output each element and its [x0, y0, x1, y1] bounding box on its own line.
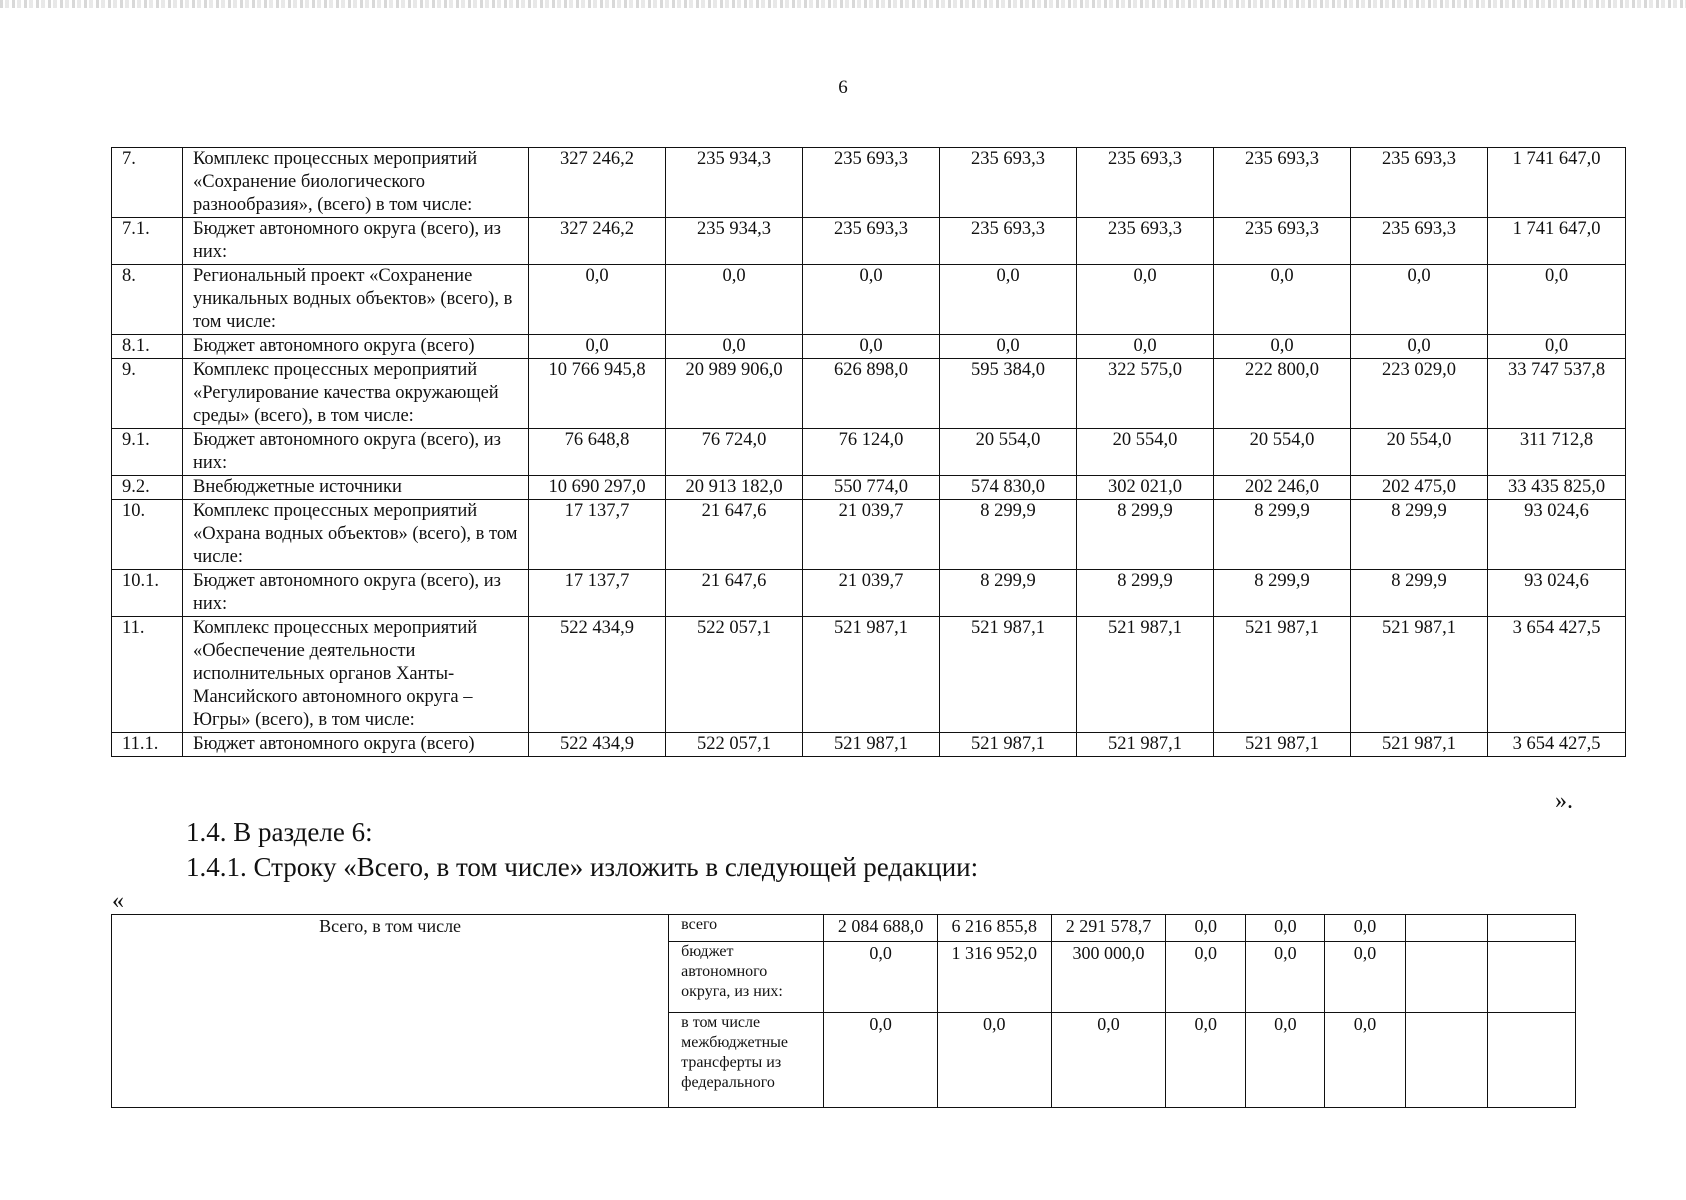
- row-name: Комплекс процессных мероприятий «Регулирование качества окружающей среды» (всего), в том числе:: [183, 359, 529, 429]
- value-cell: 235 693,3: [940, 218, 1077, 265]
- row-number: 7.1.: [112, 218, 183, 265]
- table-row: [112, 359, 1626, 429]
- value-cell: 0,0: [666, 265, 803, 335]
- value-cell: 595 384,0: [940, 359, 1077, 429]
- value-cell: 17 137,7: [529, 500, 666, 570]
- total-label: Всего, в том числе: [112, 915, 669, 1108]
- row-name: Бюджет автономного округа (всего), из них:: [183, 570, 529, 617]
- row-subtitle: в том числе межбюджетные трансферты из федерального: [669, 1013, 824, 1108]
- value-cell: 223 029,0: [1351, 359, 1488, 429]
- value-cell: 0,0: [1077, 265, 1214, 335]
- value-cell: 300 000,0: [1051, 941, 1165, 1012]
- row-name: Комплекс процессных мероприятий «Обеспечение деятельности исполнительных органов Ханты-Мансийского автономного округа – Югры» (всего), в том числе:: [183, 617, 529, 733]
- opening-quote: «: [112, 888, 124, 914]
- value-cell: 76 648,8: [529, 429, 666, 476]
- value-cell: [1487, 941, 1575, 1012]
- table-row: [112, 617, 1626, 733]
- value-cell: 327 246,2: [529, 148, 666, 218]
- value-cell: 17 137,7: [529, 570, 666, 617]
- value-cell: 93 024,6: [1488, 500, 1626, 570]
- value-cell: 0,0: [1166, 941, 1246, 1012]
- value-cell: [1405, 1013, 1487, 1108]
- value-cell: 0,0: [529, 335, 666, 359]
- total-row-table: [111, 914, 1576, 1108]
- value-cell: 0,0: [1246, 915, 1325, 942]
- value-cell: 202 475,0: [1351, 476, 1488, 500]
- value-cell: 521 987,1: [940, 617, 1077, 733]
- value-cell: 33 747 537,8: [1488, 359, 1626, 429]
- value-cell: 10 766 945,8: [529, 359, 666, 429]
- row-number: 10.1.: [112, 570, 183, 617]
- subsection-heading: 1.4.1. Строку «Всего, в том числе» изложить в следующей редакции:: [186, 852, 979, 882]
- row-number: 7.: [112, 148, 183, 218]
- value-cell: 0,0: [1351, 265, 1488, 335]
- row-number: 8.: [112, 265, 183, 335]
- value-cell: 20 554,0: [1214, 429, 1351, 476]
- row-number: 9.1.: [112, 429, 183, 476]
- value-cell: 1 741 647,0: [1488, 218, 1626, 265]
- value-cell: 0,0: [803, 335, 940, 359]
- value-cell: 3 654 427,5: [1488, 733, 1626, 757]
- table-row: [112, 429, 1626, 476]
- value-cell: 0,0: [1325, 941, 1405, 1012]
- value-cell: 235 934,3: [666, 148, 803, 218]
- value-cell: 235 693,3: [803, 218, 940, 265]
- value-cell: 76 124,0: [803, 429, 940, 476]
- value-cell: 522 434,9: [529, 733, 666, 757]
- value-cell: 20 913 182,0: [666, 476, 803, 500]
- value-cell: 0,0: [940, 265, 1077, 335]
- value-cell: 20 554,0: [1351, 429, 1488, 476]
- table-row: [112, 500, 1626, 570]
- value-cell: 0,0: [1488, 335, 1626, 359]
- value-cell: 0,0: [1246, 941, 1325, 1012]
- value-cell: 8 299,9: [940, 570, 1077, 617]
- value-cell: [1487, 915, 1575, 942]
- value-cell: 1 741 647,0: [1488, 148, 1626, 218]
- value-cell: 8 299,9: [1214, 500, 1351, 570]
- value-cell: 76 724,0: [666, 429, 803, 476]
- value-cell: 6 216 855,8: [937, 915, 1051, 942]
- scan-artifact-line: [0, 0, 1686, 8]
- value-cell: 20 554,0: [940, 429, 1077, 476]
- row-subtitle: бюджет автономного округа, из них:: [669, 941, 824, 1012]
- table-row: [112, 570, 1626, 617]
- value-cell: 0,0: [666, 335, 803, 359]
- value-cell: 8 299,9: [1077, 500, 1214, 570]
- value-cell: 235 693,3: [1077, 218, 1214, 265]
- value-cell: 235 693,3: [803, 148, 940, 218]
- value-cell: 8 299,9: [940, 500, 1077, 570]
- value-cell: 21 647,6: [666, 570, 803, 617]
- value-cell: 311 712,8: [1488, 429, 1626, 476]
- table-row: [112, 476, 1626, 500]
- row-number: 9.2.: [112, 476, 183, 500]
- value-cell: 33 435 825,0: [1488, 476, 1626, 500]
- table-row: [112, 218, 1626, 265]
- value-cell: 20 554,0: [1077, 429, 1214, 476]
- row-name: Бюджет автономного округа (всего): [183, 335, 529, 359]
- value-cell: 8 299,9: [1214, 570, 1351, 617]
- value-cell: 626 898,0: [803, 359, 940, 429]
- table-row: [112, 148, 1626, 218]
- value-cell: 521 987,1: [1351, 733, 1488, 757]
- value-cell: 10 690 297,0: [529, 476, 666, 500]
- value-cell: 327 246,2: [529, 218, 666, 265]
- value-cell: 222 800,0: [1214, 359, 1351, 429]
- value-cell: 93 024,6: [1488, 570, 1626, 617]
- value-cell: 0,0: [1214, 265, 1351, 335]
- value-cell: 1 316 952,0: [937, 941, 1051, 1012]
- value-cell: 0,0: [1166, 915, 1246, 942]
- row-name: Региональный проект «Сохранение уникальных водных объектов» (всего), в том числе:: [183, 265, 529, 335]
- value-cell: 3 654 427,5: [1488, 617, 1626, 733]
- table-row: [112, 915, 1576, 942]
- value-cell: 0,0: [1077, 335, 1214, 359]
- value-cell: 21 039,7: [803, 570, 940, 617]
- row-number: 9.: [112, 359, 183, 429]
- row-name: Комплекс процессных мероприятий «Сохранение биологического разнообразия», (всего) в том числе:: [183, 148, 529, 218]
- value-cell: 235 934,3: [666, 218, 803, 265]
- value-cell: 8 299,9: [1077, 570, 1214, 617]
- value-cell: 521 987,1: [803, 733, 940, 757]
- value-cell: 235 693,3: [1351, 148, 1488, 218]
- page-number: 6: [838, 77, 848, 98]
- value-cell: 202 246,0: [1214, 476, 1351, 500]
- value-cell: 0,0: [1325, 1013, 1405, 1108]
- value-cell: 0,0: [1488, 265, 1626, 335]
- value-cell: 235 693,3: [1214, 148, 1351, 218]
- value-cell: 0,0: [1351, 335, 1488, 359]
- value-cell: 21 039,7: [803, 500, 940, 570]
- value-cell: 522 434,9: [529, 617, 666, 733]
- value-cell: 8 299,9: [1351, 570, 1488, 617]
- value-cell: 0,0: [803, 265, 940, 335]
- section-heading: 1.4. В разделе 6:: [186, 817, 373, 847]
- value-cell: [1405, 915, 1487, 942]
- value-cell: 0,0: [529, 265, 666, 335]
- value-cell: 574 830,0: [940, 476, 1077, 500]
- value-cell: 235 693,3: [1077, 148, 1214, 218]
- value-cell: 522 057,1: [666, 617, 803, 733]
- value-cell: 21 647,6: [666, 500, 803, 570]
- table-row: [112, 265, 1626, 335]
- value-cell: 0,0: [940, 335, 1077, 359]
- value-cell: 2 084 688,0: [824, 915, 937, 942]
- value-cell: 0,0: [1051, 1013, 1165, 1108]
- value-cell: 521 987,1: [1214, 733, 1351, 757]
- value-cell: 0,0: [1214, 335, 1351, 359]
- value-cell: 522 057,1: [666, 733, 803, 757]
- value-cell: 235 693,3: [1214, 218, 1351, 265]
- value-cell: 0,0: [1166, 1013, 1246, 1108]
- row-name: Внебюджетные источники: [183, 476, 529, 500]
- value-cell: 322 575,0: [1077, 359, 1214, 429]
- value-cell: 521 987,1: [1077, 617, 1214, 733]
- value-cell: 235 693,3: [940, 148, 1077, 218]
- table-row: [112, 335, 1626, 359]
- value-cell: 521 987,1: [940, 733, 1077, 757]
- value-cell: 0,0: [824, 941, 937, 1012]
- row-name: Бюджет автономного округа (всего), из них:: [183, 429, 529, 476]
- row-number: 10.: [112, 500, 183, 570]
- table-row: [112, 733, 1626, 757]
- budget-table: [111, 147, 1626, 757]
- value-cell: 521 987,1: [1214, 617, 1351, 733]
- closing-quote: ».: [1555, 788, 1573, 814]
- value-cell: 521 987,1: [803, 617, 940, 733]
- value-cell: 521 987,1: [1351, 617, 1488, 733]
- value-cell: 2 291 578,7: [1051, 915, 1165, 942]
- value-cell: 0,0: [1325, 915, 1405, 942]
- row-number: 11.: [112, 617, 183, 733]
- row-number: 11.1.: [112, 733, 183, 757]
- value-cell: 0,0: [1246, 1013, 1325, 1108]
- value-cell: 0,0: [937, 1013, 1051, 1108]
- value-cell: 235 693,3: [1351, 218, 1488, 265]
- value-cell: 8 299,9: [1351, 500, 1488, 570]
- row-name: Бюджет автономного округа (всего), из них:: [183, 218, 529, 265]
- row-name: Комплекс процессных мероприятий «Охрана водных объектов» (всего), в том числе:: [183, 500, 529, 570]
- value-cell: 302 021,0: [1077, 476, 1214, 500]
- value-cell: 0,0: [824, 1013, 937, 1108]
- row-name: Бюджет автономного округа (всего): [183, 733, 529, 757]
- row-number: 8.1.: [112, 335, 183, 359]
- value-cell: 20 989 906,0: [666, 359, 803, 429]
- row-subtitle: всего: [669, 915, 824, 942]
- value-cell: 521 987,1: [1077, 733, 1214, 757]
- value-cell: [1405, 941, 1487, 1012]
- value-cell: [1487, 1013, 1575, 1108]
- value-cell: 550 774,0: [803, 476, 940, 500]
